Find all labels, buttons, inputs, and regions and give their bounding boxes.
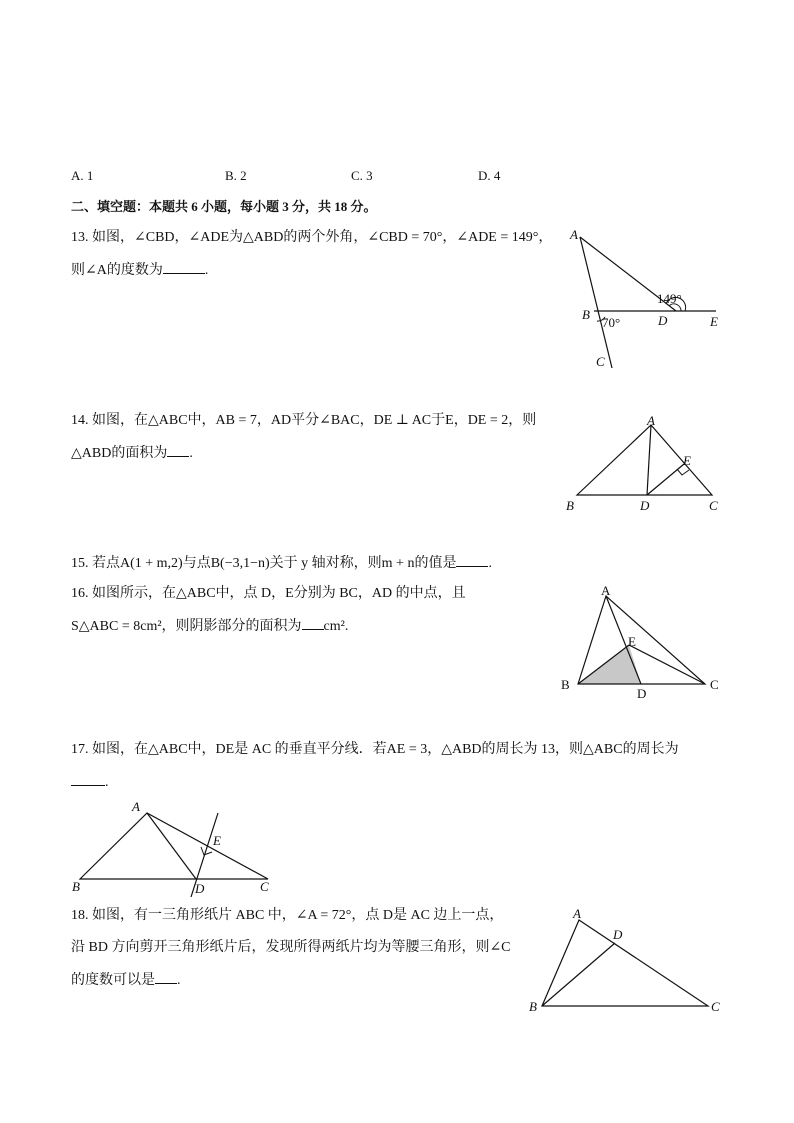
- q16-end: cm².: [323, 619, 349, 634]
- q14-label-a: A: [647, 413, 655, 428]
- q14-label-b: B: [566, 498, 574, 513]
- answer-blank: [167, 444, 189, 457]
- q13-angle-70: 70°: [602, 315, 621, 330]
- answer-blank: [456, 554, 488, 567]
- q17-label-b: B: [72, 879, 80, 894]
- q18-end: .: [177, 973, 181, 988]
- q14-label-d: D: [640, 498, 650, 513]
- q13-label-c: C: [596, 354, 605, 369]
- q15-text-line1: [71, 554, 492, 573]
- q15-prompt: 15. 若点A(1 + m,2)与点B(−3,1−n)关于 y 轴对称，则m + n的值是: [71, 556, 457, 571]
- option-c: C. 3: [351, 168, 373, 183]
- q13-angle-149: 149°: [657, 291, 682, 306]
- q17-label-a: A: [132, 799, 140, 814]
- q16-label-e: E: [628, 634, 636, 649]
- q13-end: .: [204, 263, 209, 278]
- q13-label-e: E: [710, 314, 718, 329]
- q18-label-c: C: [711, 999, 720, 1014]
- q14-end: .: [189, 446, 193, 461]
- answer-blank: [71, 773, 105, 786]
- q14-text-line1: 14. 如图，在△ABC中，AB = 7，AD平分∠BAC，DE ⊥ AC于E，DE = 2，则: [71, 413, 537, 428]
- q16-label-a: A: [601, 583, 611, 598]
- q14-prompt: △ABD的面积为: [71, 446, 168, 461]
- q18-prompt: 的度数可以是: [71, 973, 155, 988]
- q18-label-b: B: [529, 999, 537, 1014]
- q18-text-line1: 18. 如图，有一三角形纸片 ABC 中，∠A = 72°，点 D是 AC 边上一点，: [71, 908, 504, 923]
- answer-blank: [302, 617, 324, 630]
- answer-blank: [155, 971, 177, 984]
- q17-label-d: D: [195, 881, 205, 896]
- q17-label-e: E: [213, 833, 221, 848]
- q13-prompt: 则∠A的度数为: [71, 263, 163, 278]
- q17-figure: [70, 795, 285, 905]
- q16-text-line2: [71, 617, 348, 636]
- answer-blank: [163, 261, 205, 274]
- q17-end: .: [105, 775, 109, 790]
- section-header: 二、填空题：本题共 6 小题，每小题 3 分，共 18 分。: [71, 199, 377, 214]
- q16-label-c: C: [710, 677, 719, 692]
- q18-text-line2: 沿 BD 方向剪开三角形纸片后，发现所得两纸片均为等腰三角形，则∠C: [71, 940, 511, 955]
- q14-text-line2: [71, 444, 193, 463]
- q17-text-line1: 17. 如图，在△ABC中，DE是 AC 的垂直平分线．若AE = 3，△ABD的周长为 13，则△ABC的周长为: [71, 742, 679, 757]
- q13-label-b: B: [582, 307, 590, 322]
- q14-label-c: C: [709, 498, 718, 513]
- q13-label-a: A: [570, 227, 578, 242]
- q14-figure: [560, 410, 740, 520]
- q17-text-line2: [71, 773, 109, 792]
- q18-text-line3: [71, 971, 181, 990]
- option-b: B. 2: [225, 168, 247, 183]
- q18-label-a: A: [573, 906, 581, 921]
- q16-text-line1: 16. 如图所示，在△ABC中，点 D，E分别为 BC，AD 的中点，且: [71, 586, 466, 601]
- option-a: A. 1: [71, 168, 94, 183]
- q16-prompt: S△ABC = 8cm²，则阴影部分的面积为: [71, 619, 302, 634]
- q14-label-e: E: [683, 453, 691, 468]
- q13-text-line1: 13. 如图，∠CBD，∠ADE为△ABD的两个外角，∠CBD = 70°，∠ADE = 149°，: [71, 230, 553, 245]
- q13-label-d: D: [658, 313, 668, 328]
- q13-figure: [560, 225, 740, 375]
- q13-text-line2: [71, 261, 208, 280]
- option-d: D. 4: [478, 168, 501, 183]
- q18-label-d: D: [613, 927, 623, 942]
- q16-label-b: B: [561, 677, 570, 692]
- q17-label-c: C: [260, 879, 269, 894]
- q16-label-d: D: [637, 686, 647, 701]
- q16-figure: [555, 580, 735, 700]
- q15-end: .: [488, 556, 492, 571]
- q18-figure: [525, 900, 735, 1020]
